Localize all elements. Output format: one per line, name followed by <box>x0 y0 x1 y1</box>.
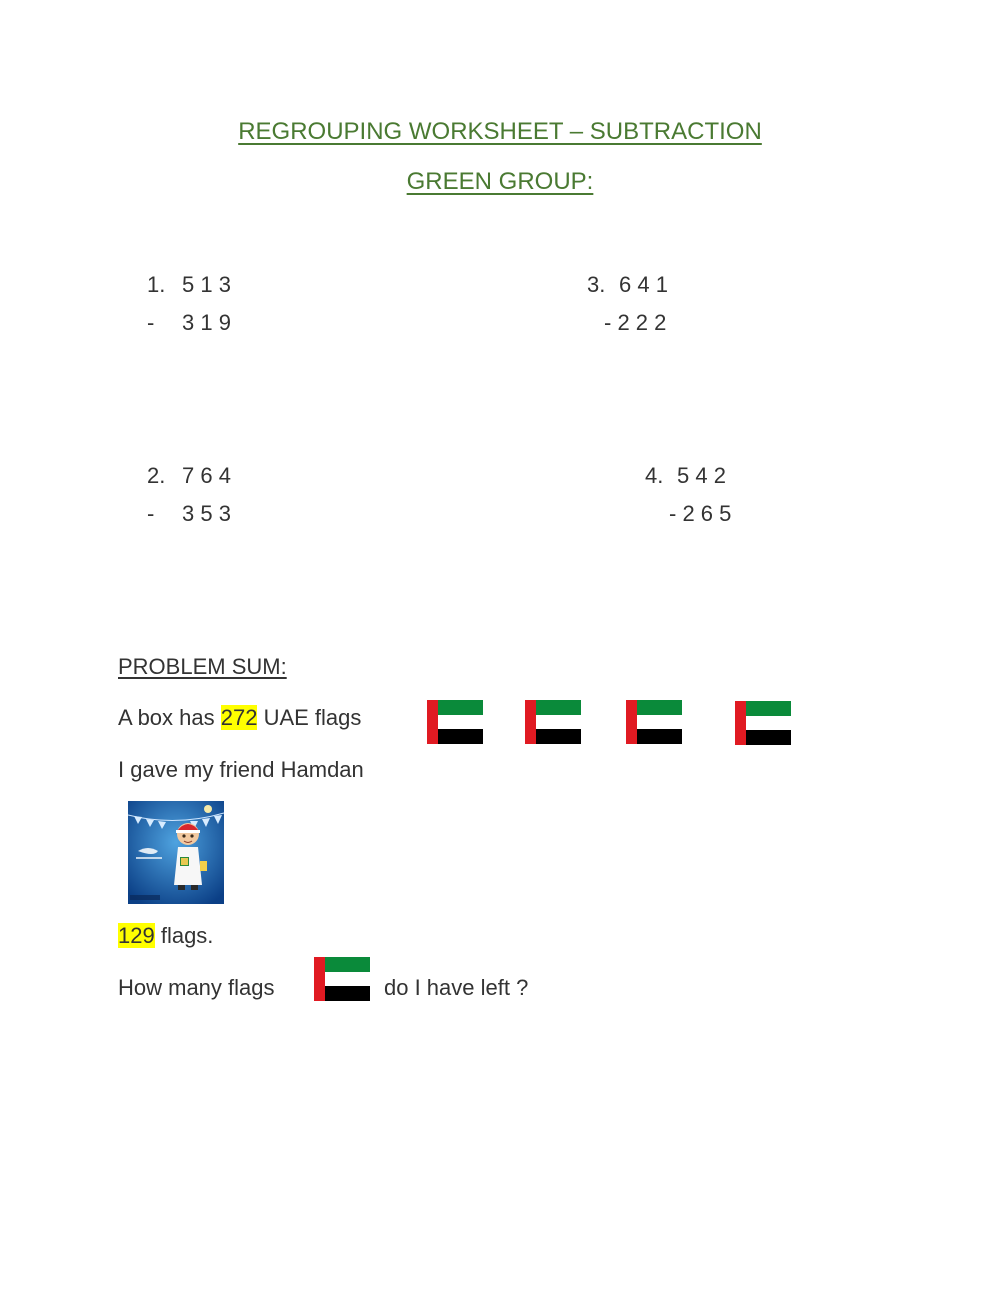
uae-flag-icon <box>525 700 581 744</box>
given-count-highlight: 129 <box>118 923 155 948</box>
problem-4-number: 4. <box>645 463 664 488</box>
problem-sum-question-start: How many flags <box>118 975 275 1000</box>
problem-sum-heading: PROBLEM SUM: <box>118 654 287 679</box>
problem-sum-question-end: do I have left ? <box>384 975 529 1000</box>
uae-flag-icon <box>735 701 791 745</box>
problem-4-top: 5 4 2 <box>677 463 726 488</box>
problem-1-number: 1. <box>147 272 166 297</box>
problem-2-minus: - <box>147 501 155 526</box>
problem-2-number: 2. <box>147 463 166 488</box>
problem-sum-line-2: I gave my friend Hamdan <box>118 757 364 782</box>
problem-3-number: 3. <box>587 272 606 297</box>
uae-flag-icon <box>314 957 370 1001</box>
problem-1-top: 5 1 3 <box>182 272 231 297</box>
uae-flag-icon <box>427 700 483 744</box>
boy-with-lantern-picture <box>128 801 224 904</box>
problem-1-bottom: 3 1 9 <box>182 310 231 335</box>
problem-3-top: 6 4 1 <box>619 272 668 297</box>
problem-sum-line-1 <box>118 705 361 731</box>
uae-flag-icon <box>626 700 682 744</box>
problem-1-minus: - <box>147 310 155 335</box>
flag-count-highlight: 272 <box>220 705 258 730</box>
problem-3-bottom: - 2 2 2 <box>604 310 667 335</box>
problem-4-bottom: - 2 6 5 <box>669 501 732 526</box>
problem-2-top: 7 6 4 <box>182 463 231 488</box>
problem-2-bottom: 3 5 3 <box>182 501 231 526</box>
line-1-prefix: A box has <box>118 705 221 730</box>
problem-sum-line-3 <box>118 923 213 949</box>
line-3-suffix: flags. <box>154 923 214 948</box>
line-1-suffix: UAE flags <box>257 705 362 730</box>
group-subtitle: GREEN GROUP: <box>406 168 594 195</box>
worksheet-title: REGROUPING WORKSHEET – SUBTRACTION <box>238 118 762 145</box>
